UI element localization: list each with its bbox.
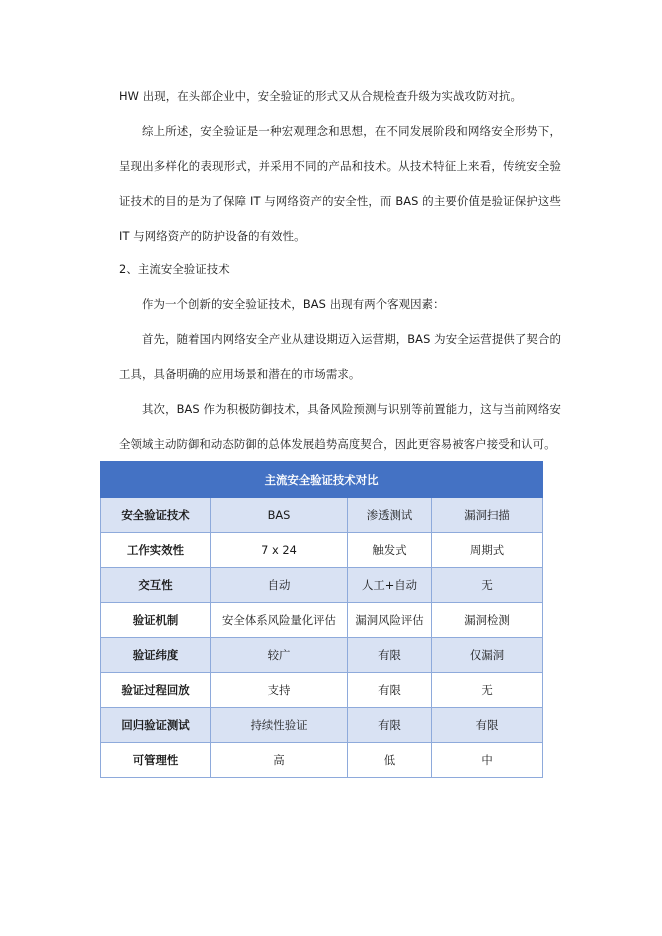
paragraph-hw-intro: HW 出现，在头部企业中，安全验证的形式又从合规检查升级为实战攻防对抗。 [119,89,522,103]
comparison-table [100,461,543,778]
table-cell: BAS [211,498,348,533]
table-cell: 仅漏洞 [432,638,543,673]
row-header-cell: 验证纬度 [101,638,211,673]
table-cell: 支持 [211,673,348,708]
table-row [101,498,543,533]
table-cell: 漏洞风险评估 [348,603,432,638]
table-cell: 无 [432,568,543,603]
table-cell: 安全体系风险量化评估 [211,603,348,638]
paragraph-second-factor: 其次，BAS 作为积极防御技术，具备风险预测与识别等前置能力，这与当前网络安全领域主动防御和动态防御的总体发展趋势高度契合，因此更容易被客户接受和认可。 [119,402,561,451]
table-cell: 有限 [432,708,543,743]
table-cell: 漏洞检测 [432,603,543,638]
comparison-table-wrapper [100,461,542,778]
table-row [101,568,543,603]
table-cell: 人工+自动 [348,568,432,603]
row-header-cell: 验证机制 [101,603,211,638]
table-cell: 渗透测试 [348,498,432,533]
table-row [101,638,543,673]
table-cell: 有限 [348,673,432,708]
paragraph-bas-factors: 作为一个创新的安全验证技术，BAS 出现有两个客观因素： [142,297,445,311]
table-cell: 持续性验证 [211,708,348,743]
table-cell: 周期式 [432,533,543,568]
table-row [101,743,543,778]
row-header-cell: 工作实效性 [101,533,211,568]
table-row [101,708,543,743]
table-cell: 自动 [211,568,348,603]
section-heading: 2、主流安全验证技术 [119,262,230,276]
row-header-cell: 回归验证测试 [101,708,211,743]
table-cell: 触发式 [348,533,432,568]
table-row [101,533,543,568]
row-header-cell: 可管理性 [101,743,211,778]
table-cell: 高 [211,743,348,778]
table-cell: 7 x 24 [211,533,348,568]
paragraph-first-factor: 首先，随着国内网络安全产业从建设期迈入运营期，BAS 为安全运营提供了契合的工具，具备明确的应用场景和潜在的市场需求。 [119,332,561,381]
row-header-cell: 交互性 [101,568,211,603]
row-header-cell: 安全验证技术 [101,498,211,533]
table-title: 主流安全验证技术对比 [101,462,543,498]
table-cell: 中 [432,743,543,778]
table-row [101,673,543,708]
table-cell: 有限 [348,708,432,743]
table-cell: 有限 [348,638,432,673]
table-cell: 漏洞扫描 [432,498,543,533]
table-cell: 低 [348,743,432,778]
table-row [101,603,543,638]
table-cell: 较广 [211,638,348,673]
row-header-cell: 验证过程回放 [101,673,211,708]
paragraph-summary: 综上所述，安全验证是一种宏观理念和思想，在不同发展阶段和网络安全形势下，呈现出多样化的表现形式，并采用不同的产品和技术。从技术特征上来看，传统安全验证技术的目的是为了保障 IT 与网络资产的安全性，而 BAS 的主要价值是验证保护这些 IT 与网络资产的防护设备的有效性。 [119,124,561,243]
table-cell: 无 [432,673,543,708]
